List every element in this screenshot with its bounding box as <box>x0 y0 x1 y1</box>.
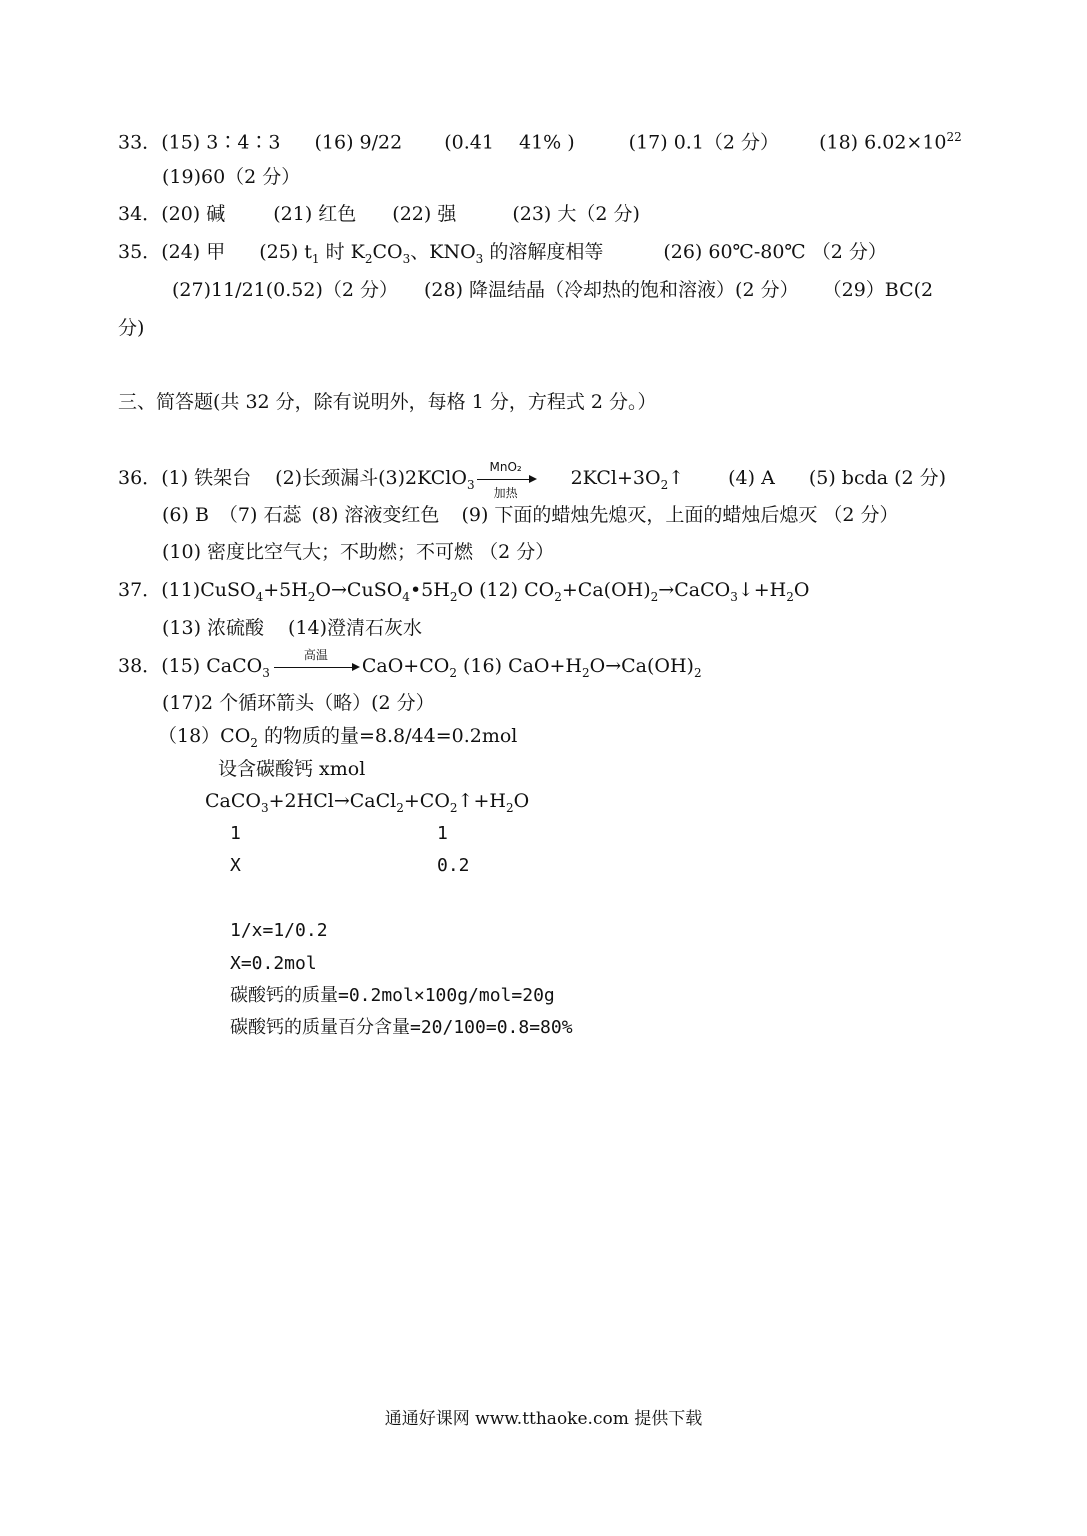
q35-number: 35． <box>118 241 162 263</box>
answer-29: （29）BC(2 <box>822 279 934 301</box>
q37-number: 37． <box>118 579 162 601</box>
subscript: 4 <box>255 589 264 604</box>
gas-arrow: ↑ <box>668 467 685 489</box>
subscript: 2 <box>449 665 457 680</box>
text: O <box>793 579 810 601</box>
q36-line1 <box>118 459 947 500</box>
answer-24: (24) 甲 <box>161 241 226 263</box>
ratio-row-2 <box>230 857 241 875</box>
answer-15b: (15) CaCO <box>161 655 263 677</box>
q35-line2 <box>172 281 933 300</box>
answer-11: (11)CuSO <box>161 579 256 601</box>
answer-14: (14)澄清石灰水 <box>288 617 423 639</box>
answer-28: (28) 降温结晶（冷却热的饱和溶液）(2 分） <box>424 279 799 301</box>
page-footer <box>0 1411 1087 1428</box>
answer-23: (23) 大（2 分) <box>512 203 640 225</box>
answer-10: (10) 密度比空气大；不助燃；不可燃 （2 分） <box>162 541 555 563</box>
q35-line3 <box>118 319 144 338</box>
answer-18: (18) 6.02×10 <box>819 131 947 154</box>
condition-label: 加热 <box>493 485 518 500</box>
text: X=0.2mol <box>230 953 317 974</box>
answer-29-cont: 分) <box>118 317 145 339</box>
text: ↑+H <box>457 790 506 812</box>
product: CaO+CO <box>361 655 450 677</box>
q38-number: 38． <box>118 655 162 677</box>
catalyst-label: MnO₂ <box>489 459 522 474</box>
subscript: 3 <box>262 665 270 680</box>
text: 、KNO <box>410 241 476 263</box>
subscript: 2 <box>650 589 659 604</box>
answer-2-3: (2)长颈漏斗(3)2KClO <box>275 467 467 489</box>
q36-number: 36． <box>118 467 162 489</box>
subscript: 2 <box>505 800 514 815</box>
exponent: 22 <box>946 130 962 144</box>
calc-line-1 <box>230 922 328 940</box>
answer-12: (12) CO <box>473 579 555 601</box>
answer-6: (6) B <box>162 504 209 526</box>
answer-26: (26) 60℃-80℃ （2 分） <box>663 241 887 263</box>
value: 0.2 <box>437 855 470 876</box>
text: 碳酸钙的质量=0.2mol×100g/mol=20g <box>230 985 555 1006</box>
calc-line-4 <box>230 1019 573 1037</box>
subscript: 3 <box>402 251 411 266</box>
q37-line2 <box>162 619 422 638</box>
text: O <box>457 579 474 601</box>
section-3-title <box>118 393 657 412</box>
q38-line2 <box>162 694 435 713</box>
footer-text: 通通好课网 www.tthaoke.com 提供下载 <box>384 1409 703 1429</box>
section-title-text: 三、简答题(共 32 分，除有说明外，每格 1 分，方程式 2 分。） <box>118 391 657 413</box>
subscript: 3 <box>466 477 475 492</box>
answer-7: （7) 石蕊 <box>218 504 302 526</box>
text: 设含碳酸钙 xmol <box>218 758 366 780</box>
answer-17b: (17)2 个循环箭头（略）(2 分） <box>162 692 435 714</box>
subscript: 2 <box>307 589 316 604</box>
subscript: 2 <box>582 665 590 680</box>
subscript: 3 <box>260 800 269 815</box>
q33-number: 33． <box>118 131 162 154</box>
subscript: 4 <box>402 589 410 604</box>
answer-16-note: (0.41 41% ) <box>444 131 575 154</box>
ratio-row-1b <box>437 825 448 843</box>
subscript: 3 <box>475 251 484 266</box>
answer-20: (20) 碱 <box>161 203 226 225</box>
ratio-row-1 <box>230 825 241 843</box>
q36-line2 <box>162 506 899 525</box>
calc-line-3 <box>230 987 555 1005</box>
answer-19: (19)60（2 分） <box>162 166 301 188</box>
answer-15: (15) 3∶4∶3 <box>161 131 281 154</box>
q38-equation <box>205 792 529 814</box>
answer-22: (22) 强 <box>392 203 457 225</box>
answer-5: (5) bcda (2 分) <box>808 467 947 489</box>
subscript: 2 <box>449 800 458 815</box>
text: +5H <box>263 579 308 601</box>
text: 的物质的量=8.8/44=0.2mol <box>257 725 518 747</box>
text: ↓+H <box>737 579 787 601</box>
answer-8: (8) 溶液变红色 <box>311 504 440 526</box>
text: 1/x=1/0.2 <box>230 920 328 941</box>
answer-16: (16) 9/22 <box>314 131 403 154</box>
subscript: 2 <box>250 735 258 750</box>
answer-16b: (16) CaO+H <box>456 655 582 677</box>
subscript: 2 <box>554 589 562 604</box>
text: 碳酸钙的质量百分含量=20/100=0.8=80% <box>230 1017 573 1038</box>
answer-1: (1) 铁架台 <box>161 467 252 489</box>
q36-line3 <box>162 543 554 562</box>
q35-line1 <box>118 243 887 265</box>
subscript: 1 <box>311 251 320 266</box>
subscript: 2 <box>693 665 702 680</box>
ratio-row-2b <box>437 857 470 875</box>
q37-line1 <box>118 581 809 603</box>
text: +Ca(OH) <box>561 579 651 601</box>
subscript: 2 <box>660 477 669 492</box>
text: O→CuSO <box>315 579 403 601</box>
q38-line3 <box>158 727 517 749</box>
product: 2KCl+3O <box>570 467 661 489</box>
calc-line-2 <box>230 955 317 973</box>
subscript: 2 <box>786 589 794 604</box>
reaction-arrow-high-temp <box>274 647 358 668</box>
q33-line2 <box>162 168 300 187</box>
condition-label: 高温 <box>303 647 328 662</box>
answer-4: (4) A <box>728 467 775 489</box>
text: +2HCl→CaCl <box>268 790 397 812</box>
q38-line1 <box>118 647 702 680</box>
q33-line1 <box>118 131 962 152</box>
q34-number: 34． <box>118 203 162 225</box>
subscript: 2 <box>449 589 458 604</box>
value: X <box>230 855 241 876</box>
q38-set-variable <box>218 760 365 779</box>
answer-18b: （18）CO <box>158 725 251 747</box>
reaction-arrow <box>477 459 535 500</box>
text: •5H <box>409 579 450 601</box>
subscript: 3 <box>730 589 738 604</box>
text: O <box>513 790 530 812</box>
q34-line <box>118 205 640 224</box>
text: 的溶解度相等 <box>483 241 604 263</box>
answer-17: (17) 0.1（2 分） <box>628 131 780 154</box>
text: 时 K <box>319 241 365 263</box>
text: CaCO <box>205 790 261 812</box>
answer-21: (21) 红色 <box>273 203 357 225</box>
subscript: 2 <box>396 800 404 815</box>
text: CO <box>372 241 403 263</box>
answer-27: (27)11/21(0.52)（2 分） <box>172 279 399 301</box>
text: →CaCO <box>658 579 731 601</box>
text: +CO <box>403 790 450 812</box>
value: 1 <box>437 823 448 844</box>
answer-25: (25) t <box>259 241 312 263</box>
answer-9: (9) 下面的蜡烛先熄灭，上面的蜡烛后熄灭 （2 分） <box>461 504 899 526</box>
value: 1 <box>230 823 241 844</box>
subscript: 2 <box>364 251 373 266</box>
answer-13: (13) 浓硫酸 <box>162 617 265 639</box>
text: O→Ca(OH) <box>589 655 694 677</box>
